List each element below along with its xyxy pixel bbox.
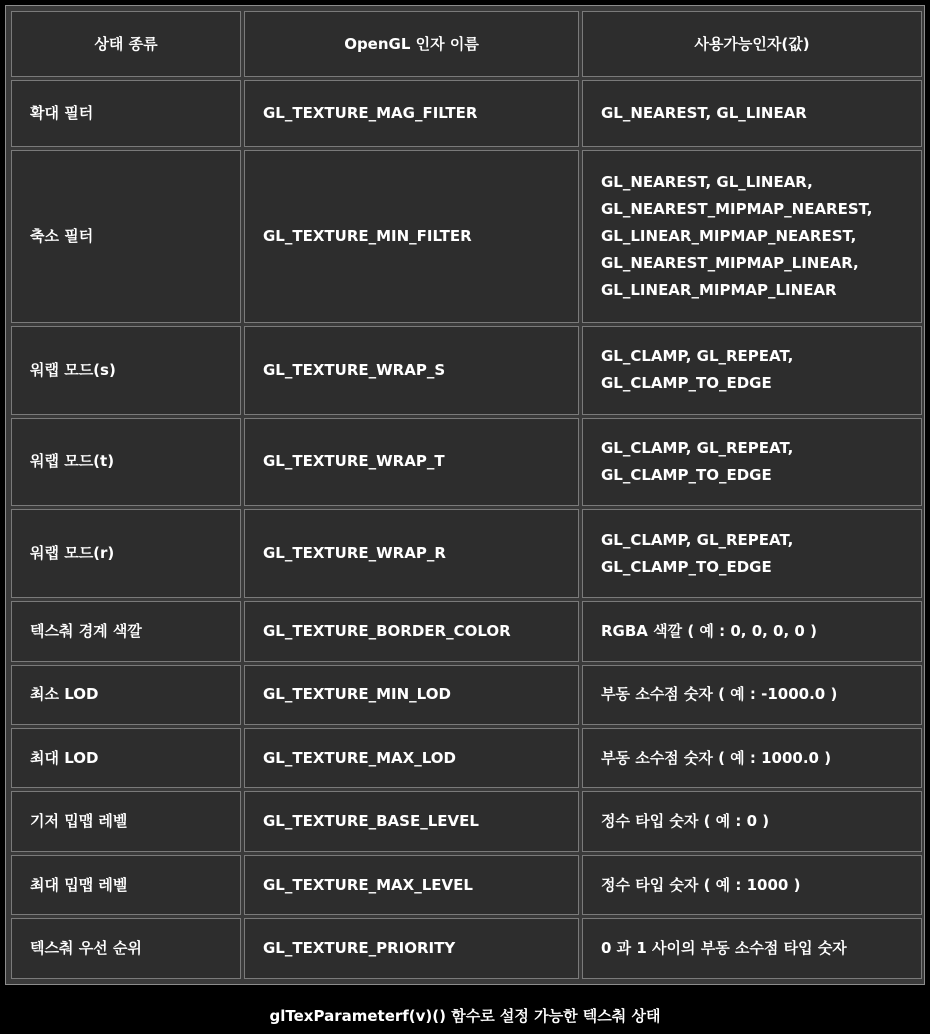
cell-opengl-param-name: GL_TEXTURE_WRAP_R [244,509,579,598]
cell-opengl-param-name: GL_TEXTURE_MAX_LOD [244,728,579,788]
value-line: 부동 소수점 숫자 ( 예 : 1000.0 ) [601,748,832,767]
value-line: GL_NEAREST_MIPMAP_LINEAR, [601,253,859,272]
cell-allowed-values [582,918,922,979]
value-line: 부동 소수점 숫자 ( 예 : -1000.0 ) [601,685,838,704]
table-body [11,80,922,979]
table-row [11,791,922,851]
value-line: 정수 타입 숫자 ( 예 : 0 ) [601,812,770,831]
value-line: GL_NEAREST, GL_LINEAR, [601,172,813,191]
cell-state-type: 텍스춰 경계 색깔 [11,601,241,661]
cell-state-type: 텍스춰 우선 순위 [11,918,241,979]
cell-opengl-param-name: GL_TEXTURE_WRAP_T [244,418,579,507]
cell-opengl-param-name: GL_TEXTURE_BORDER_COLOR [244,601,579,661]
table-row [11,509,922,598]
cell-state-type: 확대 필터 [11,80,241,147]
cell-allowed-values [582,791,922,851]
cell-allowed-values [582,418,922,507]
value-line: GL_CLAMP_TO_EDGE [601,557,772,576]
texture-state-table [8,8,925,982]
cell-allowed-values [582,326,922,415]
table-row [11,601,922,661]
cell-opengl-param-name: GL_TEXTURE_MAX_LEVEL [244,855,579,915]
cell-allowed-values [582,80,922,147]
value-line: GL_NEAREST, GL_LINEAR [601,103,807,122]
value-line: GL_CLAMP, GL_REPEAT, [601,438,794,457]
table-row [11,665,922,725]
cell-opengl-param-name: GL_TEXTURE_WRAP_S [244,326,579,415]
value-line: GL_CLAMP, GL_REPEAT, [601,530,794,549]
value-line: GL_CLAMP, GL_REPEAT, [601,347,794,366]
cell-allowed-values [582,601,922,661]
value-line: 정수 타입 숫자 ( 예 : 1000 ) [601,875,801,894]
texture-state-table-frame [5,5,925,985]
table-row [11,918,922,979]
cell-allowed-values [582,855,922,915]
table-caption: glTexParameterf(v)() 함수로 설정 가능한 텍스춰 상태 [269,1007,661,1025]
value-line: GL_NEAREST_MIPMAP_NEAREST, [601,199,873,218]
header-allowed-values: 사용가능인자(값) [582,11,922,77]
cell-allowed-values [582,665,922,725]
table-row [11,855,922,915]
cell-state-type: 워랩 모드(s) [11,326,241,415]
cell-opengl-param-name: GL_TEXTURE_MAG_FILTER [244,80,579,147]
cell-state-type: 워랩 모드(t) [11,418,241,507]
cell-state-type: 최대 LOD [11,728,241,788]
cell-state-type: 기저 밉맵 레벨 [11,791,241,851]
cell-state-type: 최소 LOD [11,665,241,725]
cell-state-type: 축소 필터 [11,150,241,323]
value-line: GL_CLAMP_TO_EDGE [601,465,772,484]
cell-opengl-param-name: GL_TEXTURE_PRIORITY [244,918,579,979]
header-state-type: 상태 종류 [11,11,241,77]
table-row [11,326,922,415]
cell-opengl-param-name: GL_TEXTURE_MIN_LOD [244,665,579,725]
value-line: GL_LINEAR_MIPMAP_LINEAR [601,280,837,299]
cell-allowed-values [582,728,922,788]
table-row [11,418,922,507]
table-row [11,728,922,788]
cell-opengl-param-name: GL_TEXTURE_BASE_LEVEL [244,791,579,851]
value-line: RGBA 색깔 ( 예 : 0, 0, 0, 0 ) [601,621,817,640]
value-line: GL_CLAMP_TO_EDGE [601,374,772,393]
value-line: 0 과 1 사이의 부동 소수점 타입 숫자 [601,939,847,958]
table-row [11,150,922,323]
header-opengl-param-name: OpenGL 인자 이름 [244,11,579,77]
cell-state-type: 최대 밉맵 레벨 [11,855,241,915]
table-header-row [11,11,922,77]
cell-allowed-values [582,509,922,598]
table-row [11,80,922,147]
value-line: GL_LINEAR_MIPMAP_NEAREST, [601,226,857,245]
cell-allowed-values [582,150,922,323]
cell-state-type: 워랩 모드(r) [11,509,241,598]
cell-opengl-param-name: GL_TEXTURE_MIN_FILTER [244,150,579,323]
